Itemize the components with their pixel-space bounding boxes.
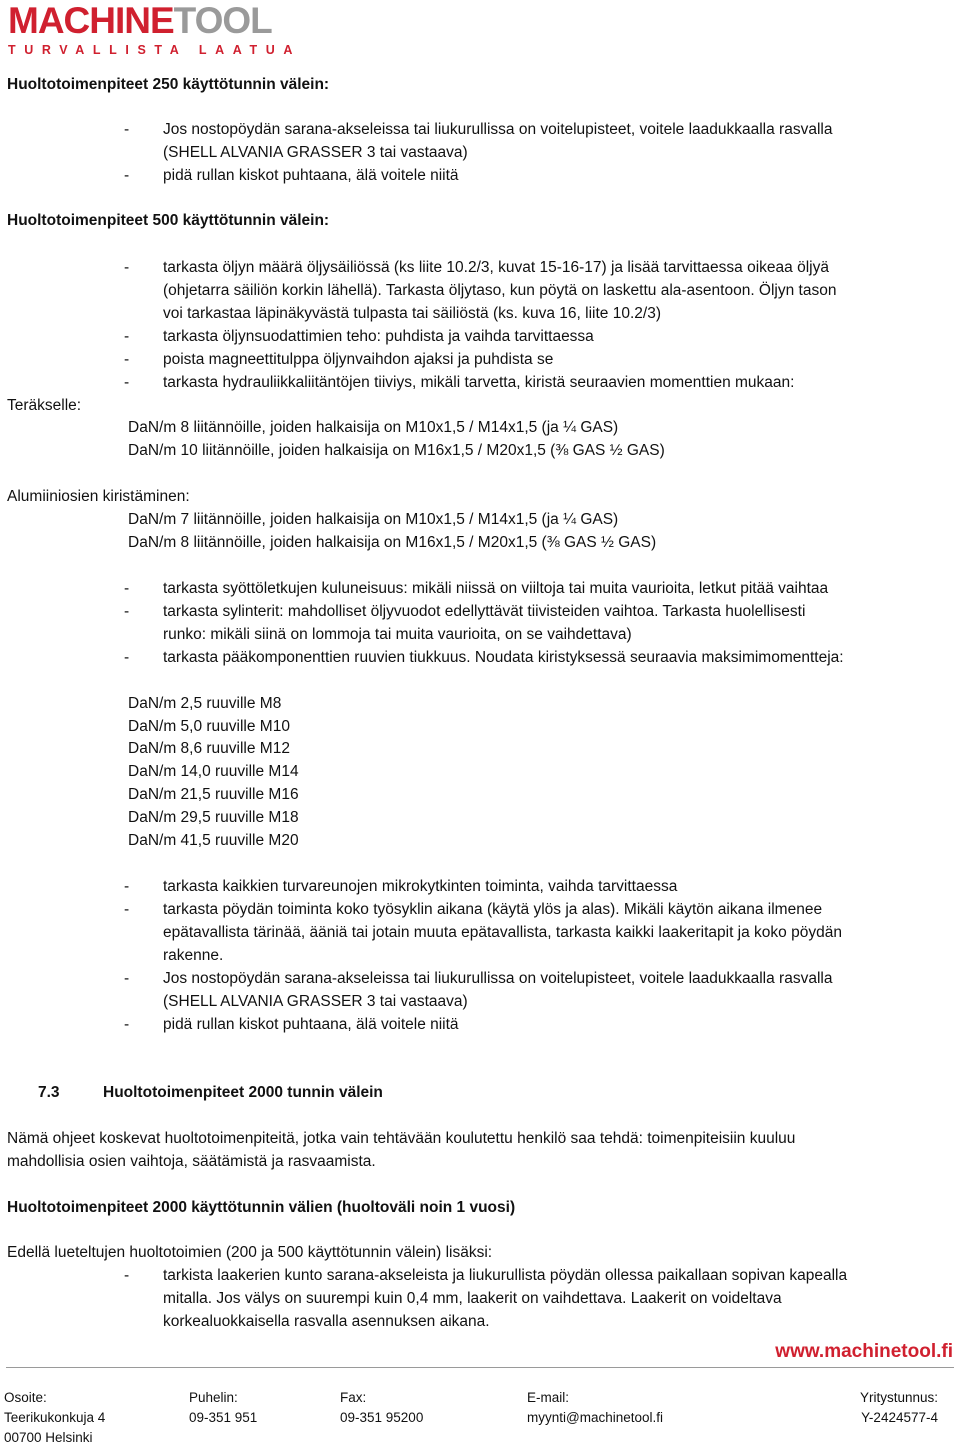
footer-address-city: 00700 Helsinki [4, 1430, 93, 1445]
list-item-line: korkealuokkaisella rasvalla asennuksen aikana. [163, 1312, 490, 1330]
list-dash: - [124, 167, 130, 184]
torque-line: DaN/m 8 liitännöille, joiden halkaisija on M10x1,5 / M14x1,5 (ja ¼ GAS) [128, 419, 619, 436]
list-item-line: pidä rullan kiskot puhtaana, älä voitele niitä [163, 1016, 459, 1033]
list-item-line: tarkasta syöttöletkujen kuluneisuus: mikäli niissä on viiltoja tai muita vaurioita, letkut pitää vaihtaa [163, 580, 829, 597]
list-dash: - [124, 374, 130, 391]
heading-250h: Huoltotoimenpiteet 250 käyttötunnin välein: [7, 76, 330, 93]
list-dash: - [124, 121, 130, 138]
list-item-line: tarkasta pääkomponenttien ruuvien tiukkuus. Noudata kiristyksessä seuraavia maksimimomentteja: [163, 649, 844, 666]
heading-2000h: Huoltotoimenpiteet 2000 käyttötunnin välien (huoltoväli noin 1 vuosi) [7, 1199, 516, 1216]
lead-text: Edellä lueteltujen huoltotoimien (200 ja 500 käyttötunnin välein) lisäksi: [7, 1244, 493, 1261]
list-item-line: (SHELL ALVANIA GRASSER 3 tai vastaava) [163, 143, 468, 161]
footer-address-label: Osoite: [4, 1390, 47, 1405]
screw-torque: DaN/m 14,0 ruuville M14 [128, 763, 299, 780]
list-item-line: tarkista laakerien kunto sarana-akseleista ja liukurullista pöydän ollessa paikallaan sopivan kapealla [163, 1267, 848, 1284]
torque-line: DaN/m 7 liitännöille, joiden halkaisija on M10x1,5 / M14x1,5 (ja ¼ GAS) [128, 511, 619, 528]
list-dash: - [124, 649, 130, 666]
list-item-line: tarkasta öljynsuodattimien teho: puhdista ja vaihda tarvittaessa [163, 328, 594, 345]
section-number: 7.3 [38, 1084, 60, 1101]
website-link[interactable]: www.machinetool.fi [775, 1341, 953, 1362]
screw-torque: DaN/m 8,6 ruuville M12 [128, 740, 290, 757]
company-logo [8, 2, 301, 62]
list-item-line: mitalla. Jos välys on suurempi kuin 0,4 mm, laakerit on vaihdettava. Laakerit on voideltava [163, 1289, 782, 1307]
section-title: Huoltotoimenpiteet 2000 tunnin välein [103, 1084, 383, 1101]
screw-torque: DaN/m 5,0 ruuville M10 [128, 718, 290, 735]
footer-company-id-label: Yritystunnus: [859, 1390, 938, 1405]
list-dash: - [124, 328, 130, 345]
list-dash: - [124, 901, 130, 918]
intro-line: mahdollisia osien vaihtoja, säätämistä ja rasvaamista. [7, 1153, 376, 1170]
logo-part-tool: TOOL [173, 0, 272, 41]
footer-email-label: E-mail: [527, 1390, 570, 1405]
footer-fax: 09-351 95200 [340, 1410, 424, 1425]
list-item-line: tarkasta pöydän toiminta koko työsyklin aikana (käytä ylös ja alas). Mikäli käytön aikana ilmenee [163, 901, 823, 918]
list-item-line: voi tarkastaa läpinäkyvästä tulpasta tai säiliöstä (ks. kuva 16, liite 10.2/3) [163, 304, 661, 322]
screw-torque: DaN/m 41,5 ruuville M20 [128, 832, 299, 849]
list-item-line: rakenne. [163, 946, 224, 964]
list-dash: - [124, 603, 130, 620]
footer-phone: 09-351 951 [189, 1410, 258, 1425]
steel-label: Teräkselle: [7, 397, 82, 414]
list-dash: - [124, 351, 130, 368]
list-dash: - [124, 259, 130, 276]
list-item-line: tarkasta sylinterit: mahdolliset öljyvuodot edellyttävät tiivisteiden vaihtoa. Tarkasta huolellisesti [163, 603, 806, 620]
logo-part-machine: MACHINE [8, 0, 174, 41]
list-item-line: tarkasta kaikkien turvareunojen mikrokytkinten toiminta, vaihda tarvittaessa [163, 878, 678, 895]
list-dash: - [124, 878, 130, 895]
list-item-line: (SHELL ALVANIA GRASSER 3 tai vastaava) [163, 992, 468, 1010]
list-item-line: Jos nostopöydän sarana-akseleissa tai liukurullissa on voitelupisteet, voitele laadukkaalla rasvalla [163, 121, 833, 138]
torque-line: DaN/m 8 liitännöille, joiden halkaisija on M16x1,5 / M20x1,5 (⅜ GAS ½ GAS) [128, 534, 657, 551]
list-dash: - [124, 580, 130, 597]
footer-company-id: Y-2424577-4 [861, 1410, 938, 1425]
footer-fax-label: Fax: [340, 1390, 367, 1405]
list-item-line: poista magneettitulppa öljynvaihdon ajaksi ja puhdista se [163, 351, 554, 368]
list-item-line: epätavallista tärinää, ääniä tai jotain muuta epätavallista, tarkasta kaikki laakeritapit ja koko pöydän [163, 923, 842, 941]
footer-phone-label: Puhelin: [189, 1390, 238, 1405]
list-item-line: (ohjetarra säiliön korkin lähellä). Tarkasta öljytaso, kun pöytä on laskettu ala-asentoon. Öljyn tason [163, 281, 837, 299]
footer-divider [6, 1367, 954, 1368]
torque-line: DaN/m 10 liitännöille, joiden halkaisija on M16x1,5 / M20x1,5 (⅜ GAS ½ GAS) [128, 442, 665, 459]
list-item-line: tarkasta öljyn määrä öljysäiliössä (ks liite 10.2/3, kuvat 15-16-17) ja lisää tarvittaessa oikeaa öljyä [163, 259, 829, 276]
list-item-line: runko: mikäli siinä on lommoja tai muita vaurioita, on se vaihdettava) [163, 625, 632, 643]
list-dash: - [124, 1016, 130, 1033]
screw-torque: DaN/m 29,5 ruuville M18 [128, 809, 299, 826]
intro-line: Nämä ohjeet koskevat huoltotoimenpiteitä, jotka vain tehtävään koulutettu henkilö saa tehdä: toimenpiteisiin kuuluu [7, 1130, 796, 1147]
logo-tagline: TURVALLISTA LAATUA [8, 43, 301, 57]
heading-500h: Huoltotoimenpiteet 500 käyttötunnin välein: [7, 212, 330, 229]
list-dash: - [124, 1267, 130, 1284]
list-item-line: pidä rullan kiskot puhtaana, älä voitele niitä [163, 167, 459, 184]
footer-address-street: Teerikukonkuja 4 [4, 1410, 106, 1425]
screw-torque: DaN/m 21,5 ruuville M16 [128, 786, 299, 803]
list-dash: - [124, 970, 130, 987]
screw-torque: DaN/m 2,5 ruuville M8 [128, 695, 282, 712]
aluminium-label: Alumiiniosien kiristäminen: [7, 488, 190, 505]
footer-email[interactable]: myynti@machinetool.fi [527, 1410, 664, 1425]
logo-wordmark [8, 2, 301, 39]
list-item-line: Jos nostopöydän sarana-akseleissa tai liukurullissa on voitelupisteet, voitele laadukkaalla rasvalla [163, 970, 833, 987]
list-item-line: tarkasta hydrauliikkaliitäntöjen tiiviys, mikäli tarvetta, kiristä seuraavien momenttien mukaan: [163, 374, 795, 391]
